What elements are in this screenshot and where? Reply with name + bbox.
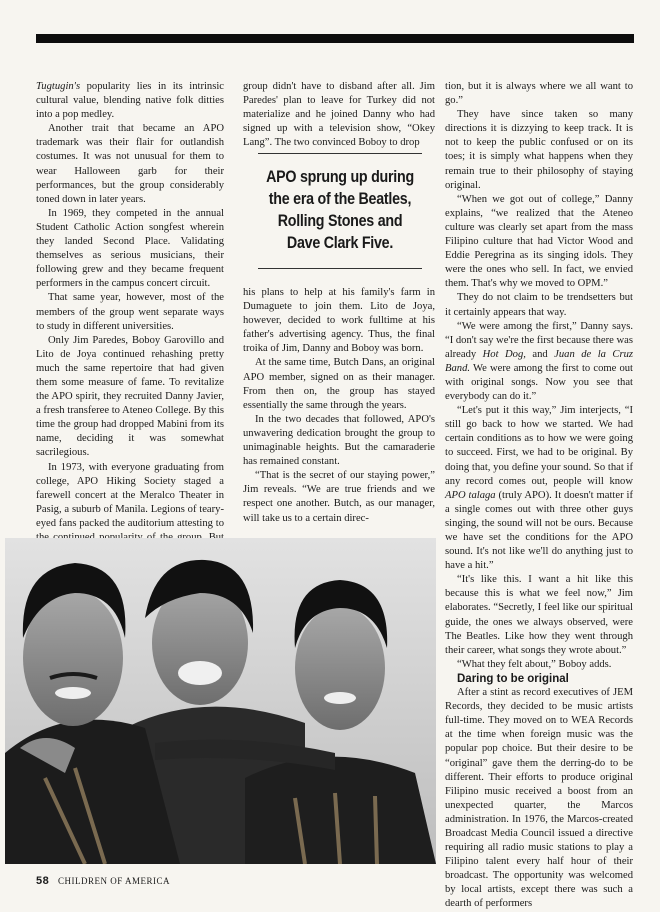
- paragraph: “That is the secret of our staying power,” Jim reveals. “We are true friends and we respect one another. Butch, as our manager, will take us to a certain direc-: [243, 470, 435, 524]
- paragraph: [36, 80, 224, 122]
- page-footer: [36, 875, 170, 887]
- section-subheading: Daring to be original: [457, 672, 569, 685]
- paragraph-text: We were among the first to come out with original songs. Now you see that everybody can do it.”: [445, 362, 633, 403]
- paragraph: [445, 404, 633, 573]
- paragraph: They have since taken so many directions it is dizzying to keep track. It is not to keep the public confused or on its toes; it is simply what happens when they remain true to their philosophy of staying original.: [445, 109, 633, 191]
- paragraph-text: and: [525, 348, 555, 360]
- paragraph: “What they felt about,” Boboy adds.: [457, 658, 612, 670]
- pull-quote-line: the era of the Beatles,: [268, 189, 412, 208]
- paragraph: That same year, however, most of the members of the group went separate ways to study in different universities.: [36, 292, 224, 332]
- paragraph: his plans to help at his family's farm in Dumaguete to join them. Lito de Joya, however, decided to work fulltime at his father's advertising agency. Thus, the final troika of Jim, Danny and Boboy was born.: [243, 287, 435, 355]
- paragraph: In the two decades that followed, APO's unwavering dedication brought the group to unimaginable heights. But the camaraderie has remained constant.: [243, 413, 435, 468]
- publication-title: CHILDREN OF AMERICA: [58, 876, 171, 886]
- paragraph: [445, 320, 633, 405]
- paragraph: tion, but it is always where we all want to go.”: [445, 81, 633, 107]
- paragraph: “It's like this. I want a hit like this because this is what we feel now,” Jim elaborates. “Secretly, I feel like our spiritual guide, the ones we always observed, were The Beatles. Like how they went through their career, what songs they wrote about.”: [445, 574, 633, 656]
- paragraph-text: (truly APO). It doesn't matter if a single comes out with three other guys singing, the sound will not be ours. Because we have set the conditions for the APO sound. It's not like we'll do anything just to have a hit.”: [445, 489, 633, 572]
- article-column-2-top: [243, 80, 435, 150]
- header-rule: [36, 34, 634, 43]
- emphasis-text: Juan de la Cruz Band.: [445, 348, 634, 374]
- emphasis-text: Hot Dog,: [482, 348, 526, 360]
- group-photo: [5, 538, 436, 864]
- article-column-3: [445, 80, 633, 912]
- pull-quote-line: Rolling Stones and: [277, 211, 403, 230]
- paragraph: Only Jim Paredes, Boboy Garovillo and Lito de Joya continued rehashing pretty much the same repertoire that had given them some measure of fame. To revitalize the APO spirit, they recruited Danny Javier, a fresh transferee to Ateneo College. By this time the group had dropped Mabini from its name, deciding it was somewhat sacrilegious.: [36, 334, 224, 459]
- paragraph-text: “We were among the first,” Danny says. “I don't say we're the first because there was already: [445, 320, 633, 360]
- pullquote-bottom-rule: [258, 268, 422, 269]
- photo-illustration: [5, 538, 436, 864]
- paragraph: In 1973, with everyone graduating from college, APO Hiking Society staged a farewell concert at the Meralco Theater in Pasig, a suburb of Manila. Legions of teary-eyed fans packed the auditorium attesting to: [36, 461, 224, 529]
- paragraph: In 1969, they competed in the annual Student Catholic Action songfest wherein they landed Second Place. Validating themselves as serious musicians, their following grew and they became frequent performers in the campus concert circuit.: [36, 207, 224, 290]
- article-column-2-bottom: [243, 286, 435, 526]
- pullquote-top-rule: [258, 153, 422, 154]
- paragraph: “When we got out of college,” Danny explains, “we realized that the Ateneo culture was clearly set apart from the mass Filipino culture that had Victor Wood and Eddie Peregrina as its singing idols. They were the ones who sell. In fact, we envied them. That's why we moved to OPM.”: [445, 193, 633, 290]
- pull-quote-line: APO sprung up during: [266, 167, 414, 186]
- pull-quote: [264, 166, 415, 254]
- paragraph: Another trait that became an APO trademark was their flair for outlandish costumes. It was not unusual for them to wear Halloween garb for their performances, but the group considerably toned down in later years.: [36, 123, 224, 205]
- pull-quote-line: Dave Clark Five.: [286, 233, 394, 252]
- paragraph-text: “Let's put it this way,” Jim interjects, “I still go back to how we started. We had certain conditions as to how we were going to succeed. First, we had to be original. By doing that, you define your sound. So that if any record comes out, people will know: [445, 405, 633, 487]
- emphasis-text: APO talaga: [445, 489, 496, 501]
- paragraph: After a stint as record executives of JEM Records, they decided to be music artists full-time. They moved on to WEA Records at the time when foreign music was the popular pop choice. But their desire to be “original” gave them the derring-do to be different. Their efforts to produce original Filipino music received a boost from an unexpected quarter, the Marcos administration. In 1976, the Marcos-created Broadcast Media Council issued a directive requiring all radio music stations to play a Filipino talent every half hour of their broadcast. The opportunity was welcomed by local artists, except there was such a dearth of performers: [445, 687, 633, 910]
- page-number: 58: [36, 875, 50, 887]
- emphasis-text: Tugtugin's: [36, 81, 81, 92]
- paragraph: At the same time, Butch Dans, an original APO member, signed on as their manager. From then on, the group has stayed essentially the same through the years.: [243, 357, 435, 411]
- paragraph-text: popularity lies in its intrinsic cultural value, blending native folk ditties into a pop medley.: [36, 81, 224, 121]
- article-column-1: [36, 80, 224, 559]
- paragraph: They do not claim to be trendsetters but it certainly appears that way.: [445, 292, 633, 318]
- paragraph: group didn't have to disband after all. Jim Paredes' plan to leave for Turkey did not materialize and he joined Danny who had signed up with a television show, “Okey Lang”. The two convinced Boboy to drop: [243, 81, 435, 149]
